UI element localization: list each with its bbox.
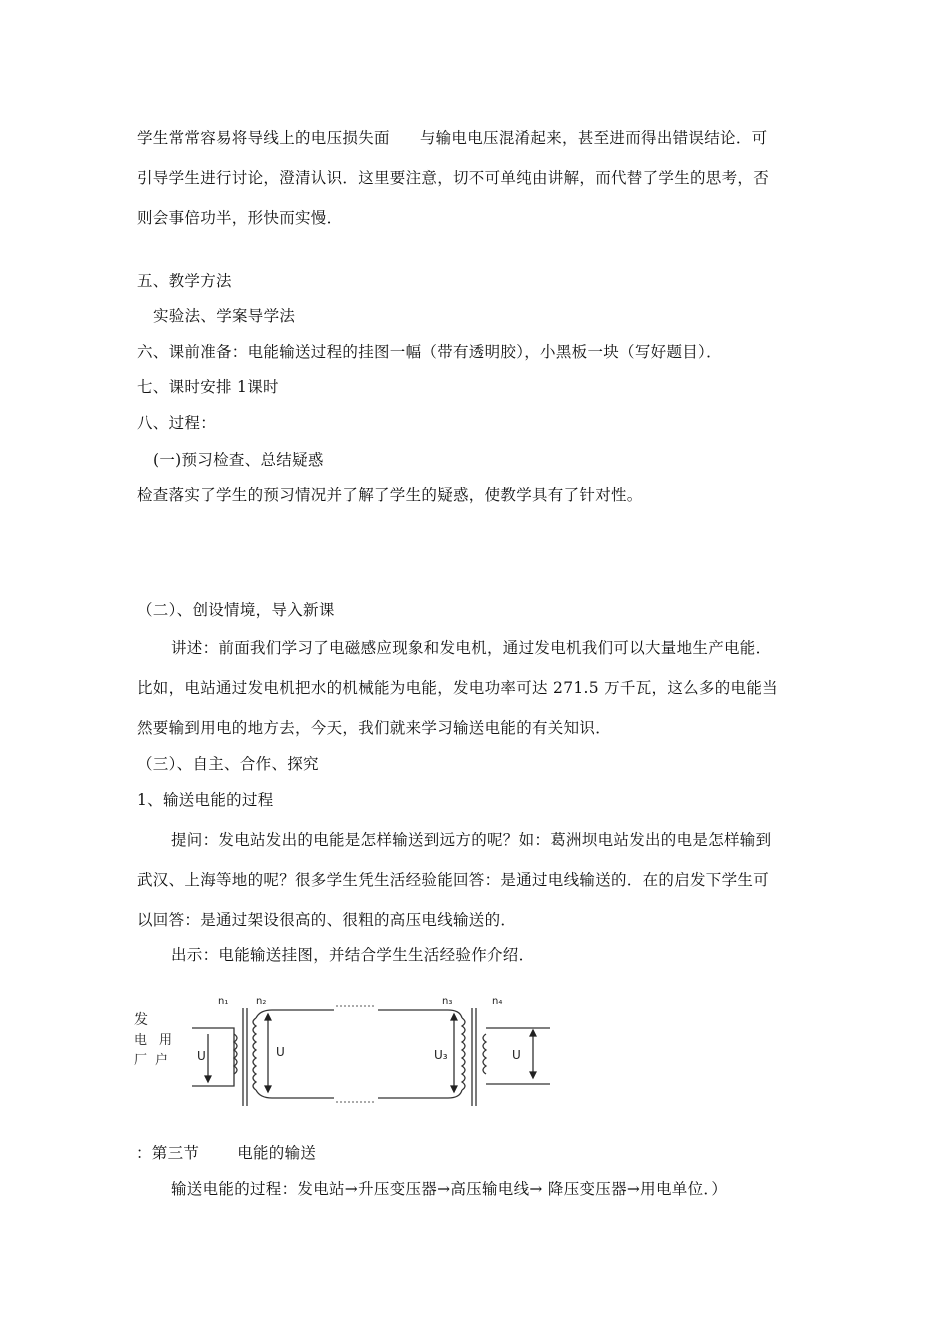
text-segment: 与输电电压混淆起来，甚至进而得出错误结论．可 — [419, 129, 768, 147]
para-line: 然要输到用电的地方去，今天，我们就来学习输送电能的有关知识． — [137, 719, 612, 737]
n1-label: n₁ — [218, 996, 229, 1007]
subsection-heading: (一)预习检查、总结疑惑 — [153, 451, 324, 469]
u-left-label: U — [197, 1049, 206, 1063]
subsection-heading: （二）、创设情境，导入新课 — [137, 601, 335, 619]
para-line: 引导学生进行讨论，澄清认识．这里要注意，切不可单纯由讲解，而代替了学生的思考，否 — [137, 169, 770, 187]
para-line: 输送电能的过程：发电站→升压变压器→高压输电线→ 降压变压器→用电单位．） — [171, 1180, 728, 1198]
side-char: 用 — [159, 1033, 173, 1048]
para-line: 提问：发电站发出的电能是怎样输送到远方的呢？如：葛洲坝电站发出的电是怎样输到 — [171, 831, 772, 849]
line-top — [378, 1010, 462, 1018]
item-heading: 1、输送电能的过程 — [137, 791, 274, 809]
subsection-heading: （三）、自主、合作、探究 — [137, 755, 319, 773]
para-line: 实验法、学案导学法 — [153, 307, 296, 325]
u3-label: U₃ — [434, 1048, 448, 1062]
para-line — [137, 128, 767, 148]
n4-label: n₄ — [492, 996, 503, 1007]
line-bottom — [378, 1090, 462, 1098]
u-mid-label: U — [276, 1045, 285, 1059]
para-line: 则会事倍功半，形快而实慢． — [137, 209, 343, 227]
section-heading: 六、课前准备：电能输送过程的挂图一幅（带有透明胶），小黑板一块（写好题目）． — [137, 343, 722, 361]
coil-n3 — [462, 1018, 465, 1090]
para-line: 出示：电能输送挂图，并结合学生生活经验作介绍． — [171, 946, 535, 964]
caption-title: 电能的输送 — [237, 1144, 317, 1162]
transmission-circuit-diagram — [130, 990, 560, 1110]
n2-label: n₂ — [256, 996, 267, 1007]
n3-label: n₃ — [442, 996, 453, 1007]
para-line: 武汉、上海等地的呢？很多学生凭生活经验能回答：是通过电线输送的．在的启发下学生可 — [137, 871, 770, 889]
coil-n2 — [253, 1018, 256, 1090]
side-char: 户 — [155, 1053, 169, 1068]
para-line: 以回答：是通过架设很高的、很粗的高压电线输送的． — [137, 911, 517, 929]
caption-line — [136, 1143, 316, 1163]
para-line: 讲述：前面我们学习了电磁感应现象和发电机，通过发电机我们可以大量地生产电能． — [171, 639, 772, 657]
para-line: 检查落实了学生的预习情况并了解了学生的疑惑，使教学具有了针对性。 — [137, 486, 643, 504]
side-char: 发 — [134, 1012, 148, 1028]
section-heading: 八、过程： — [137, 414, 217, 432]
u-right-label: U — [512, 1048, 521, 1062]
section-heading: 七、课时安排 1课时 — [137, 378, 279, 396]
section-heading: 五、教学方法 — [137, 272, 232, 290]
caption-section: ：第三节 — [136, 1144, 200, 1162]
coil-n4 — [483, 1034, 486, 1074]
side-char: 厂 — [134, 1053, 148, 1068]
para-line: 比如，电站通过发电机把水的机械能为电能，发电功率可达 271.5 万千瓦，这么多的电能当 — [137, 679, 778, 697]
side-char: 电 — [134, 1033, 148, 1048]
text-segment: 学生常常容易将导线上的电压损失面 — [137, 129, 390, 147]
